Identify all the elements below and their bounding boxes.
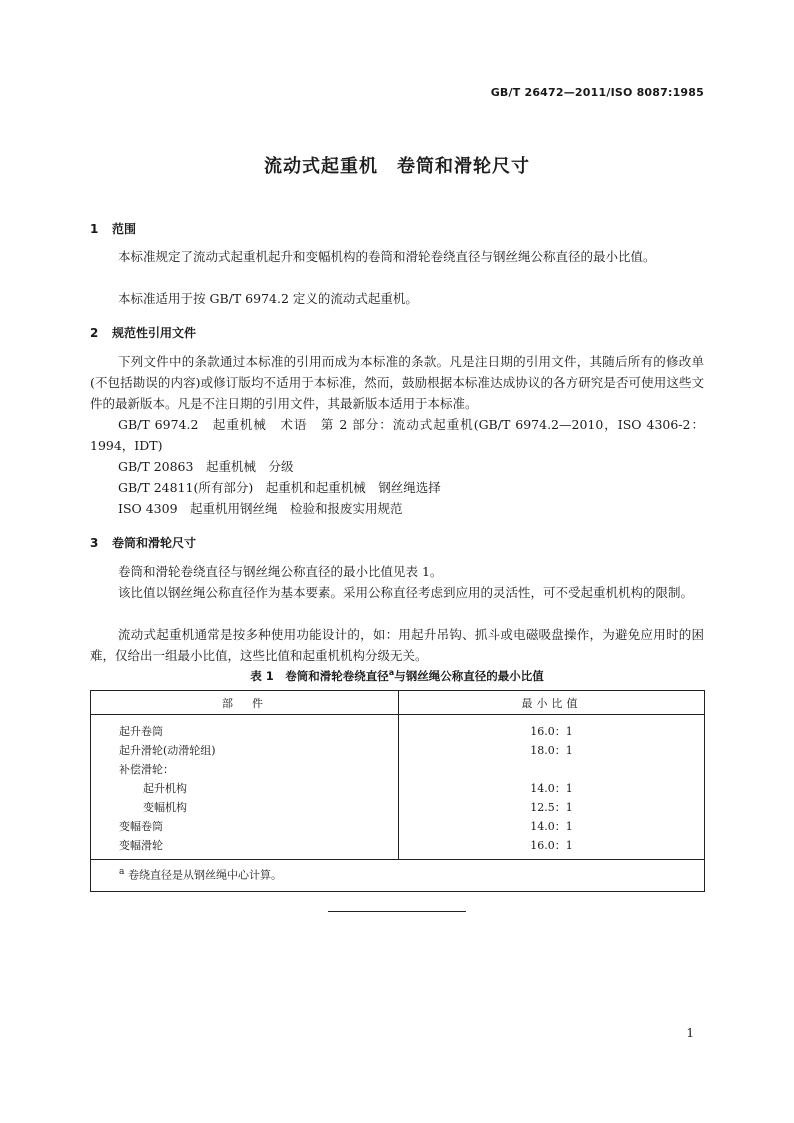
ratio-cell: 16.0：1 bbox=[530, 724, 573, 738]
section-2-heading bbox=[90, 324, 196, 341]
section-number: 3 bbox=[90, 536, 99, 550]
paragraph: 该比值以钢丝绳公称直径作为基本要素。采用公称直径考虑到应用的灵活性，可不受起重机机构的限制。 bbox=[118, 585, 694, 600]
ratio-cell: 14.0：1 bbox=[530, 781, 573, 795]
table-header-row bbox=[91, 691, 705, 715]
table-row bbox=[91, 797, 705, 816]
reference-item: ISO 4309 起重机用钢丝绳 检验和报废实用规范 bbox=[118, 501, 403, 516]
document-title: 流动式起重机 卷筒和滑轮尺寸 bbox=[264, 156, 530, 177]
table-caption bbox=[0, 668, 794, 684]
paragraph: 卷筒和滑轮卷绕直径与钢丝绳公称直径的最小比值见表 1。 bbox=[118, 564, 443, 579]
section-title: 范围 bbox=[112, 222, 137, 236]
table-row bbox=[91, 759, 705, 778]
paragraph: 本标准适用于按 GB/T 6974.2 定义的流动式起重机。 bbox=[118, 291, 418, 306]
paragraph: 流动式起重机通常是按多种使用功能设计的，如：用起升吊钩、抓斗或电磁吸盘操作，为避免应用时的困难，仅给出一组最小比值，这些比值和起重机机构分级无关。 bbox=[90, 627, 704, 663]
table-row bbox=[91, 715, 705, 741]
section-3-heading bbox=[90, 534, 196, 551]
ratio-cell: 16.0：1 bbox=[530, 838, 573, 852]
part-cell: 变幅卷筒 bbox=[91, 816, 399, 835]
caption-suffix: 与钢丝绳公称直径的最小比值 bbox=[394, 669, 544, 683]
paragraph: 本标准规定了流动式起重机起升和变幅机构的卷筒和滑轮卷绕直径与钢丝绳公称直径的最小比值。 bbox=[118, 249, 656, 264]
reference-item: GB/T 24811(所有部分) 起重机和起重机械 钢丝绳选择 bbox=[118, 480, 441, 495]
part-cell: 变幅机构 bbox=[91, 797, 399, 816]
reference-gbt-6974-2: GB/T 6974.2 起重机械 术语 第 2 部分：流动式起重机(GB/T 6974.2—2010，ISO 4306-2：1994，IDT) bbox=[90, 417, 704, 453]
column-header-ratio: 最小比值 bbox=[399, 691, 705, 715]
ratio-cell bbox=[399, 759, 705, 778]
section-title: 卷筒和滑轮尺寸 bbox=[112, 536, 197, 550]
standard-code: GB/T 26472—2011/ISO 8087:1985 bbox=[490, 86, 704, 99]
table-row bbox=[91, 740, 705, 759]
footnote-mark: a bbox=[119, 866, 125, 877]
page-number: 1 bbox=[686, 1026, 694, 1040]
reference-item: GB/T 20863 起重机械 分级 bbox=[118, 459, 294, 474]
paragraph: 下列文件中的条款通过本标准的引用而成为本标准的条款。凡是注日期的引用文件，其随后所有的修改单(不包括勘误的内容)或修订版均不适用于本标准，然而，鼓励根据本标准达成协议的各方研究是否可使用这些文件的最新版本。凡是不注日期的引用文件，其最新版本适用于本标准。 bbox=[90, 354, 704, 411]
table-footnote-row bbox=[91, 860, 705, 892]
section-number: 2 bbox=[90, 326, 99, 340]
ratio-cell: 12.5：1 bbox=[530, 800, 573, 814]
section-number: 1 bbox=[90, 222, 99, 236]
end-rule bbox=[328, 911, 466, 912]
part-cell: 起升滑轮(动滑轮组) bbox=[91, 740, 399, 759]
table-row bbox=[91, 778, 705, 797]
section-1-heading bbox=[90, 220, 136, 237]
part-cell: 变幅滑轮 bbox=[91, 835, 399, 860]
caption-prefix: 表 1 卷筒和滑轮卷绕直径 bbox=[250, 669, 389, 683]
table-row bbox=[91, 835, 705, 860]
ratio-cell: 18.0：1 bbox=[530, 743, 573, 757]
caption-footnote-mark: a bbox=[388, 668, 395, 678]
part-cell: 补偿滑轮： bbox=[91, 759, 399, 778]
footnote-text: 卷绕直径是从钢丝绳中心计算。 bbox=[127, 868, 282, 882]
ratio-table bbox=[90, 690, 705, 892]
table-footnote bbox=[91, 860, 705, 892]
section-title: 规范性引用文件 bbox=[112, 326, 197, 340]
part-cell: 起升卷筒 bbox=[91, 715, 399, 741]
table-row bbox=[91, 816, 705, 835]
column-header-part: 部 件 bbox=[91, 691, 399, 715]
part-cell: 起升机构 bbox=[91, 778, 399, 797]
ratio-cell: 14.0：1 bbox=[530, 819, 573, 833]
